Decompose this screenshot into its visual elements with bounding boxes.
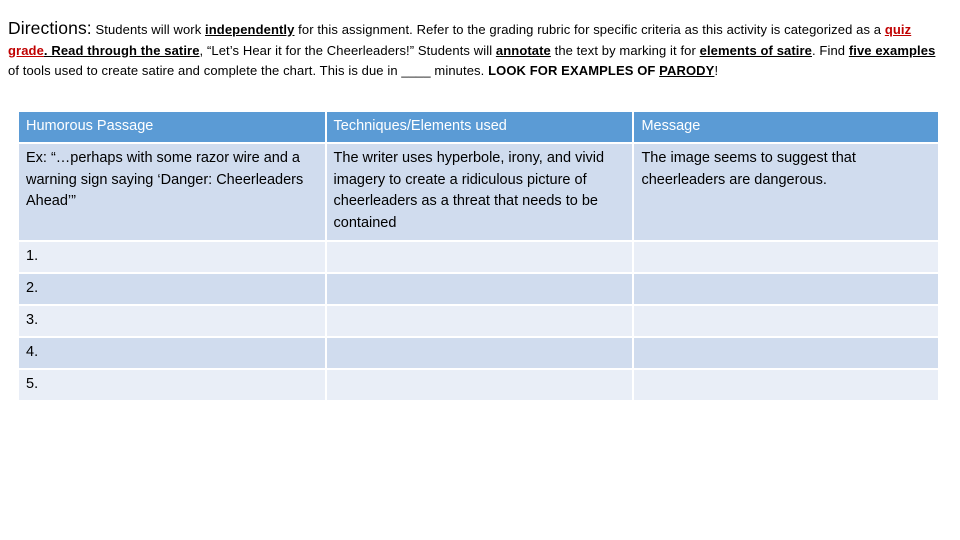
- row-techniques-cell[interactable]: [327, 370, 635, 402]
- table-row: [19, 370, 940, 402]
- example-message-cell: The image seems to suggest that cheerleaders are dangerous.: [634, 144, 940, 242]
- independently-text: independently: [205, 22, 295, 37]
- directions-text-2: for this assignment. Refer to the grading rubric for specific criteria as this activity is categorized as a: [294, 22, 885, 37]
- look-for-text: LOOK FOR EXAMPLES OF: [488, 63, 660, 78]
- elements-of-satire-text: elements of satire: [699, 42, 812, 58]
- satire-chart-table: [19, 112, 940, 402]
- directions-text-1: Students will work: [91, 22, 206, 37]
- directions-text-4: the text by marking it for: [550, 42, 700, 58]
- read-satire-text: . Read through the satire: [43, 42, 200, 58]
- minutes-blank: ____: [401, 63, 431, 78]
- parody-text: PARODY: [659, 63, 715, 78]
- directions-text-8: !: [714, 63, 719, 78]
- directions-text-6: of tools used to create satire and complete the chart. This is due in: [8, 63, 402, 78]
- row-number-cell: 3.: [19, 306, 327, 338]
- table-row: [19, 306, 940, 338]
- row-number-cell: 4.: [19, 338, 327, 370]
- header-humorous-passage: Humorous Passage: [19, 112, 327, 144]
- quiz-grade-text: quiz grade: [8, 22, 912, 58]
- row-message-cell[interactable]: [634, 242, 940, 274]
- example-row: [19, 144, 940, 242]
- example-techniques-cell: The writer uses hyperbole, irony, and vivid imagery to create a ridiculous picture of cheerleaders as a threat that needs to be contained: [327, 144, 635, 242]
- directions-text-7: minutes.: [430, 63, 489, 78]
- row-number-cell: 5.: [19, 370, 327, 402]
- five-examples-text: five examples: [848, 42, 936, 58]
- row-message-cell[interactable]: [634, 338, 940, 370]
- directions-label: Directions:: [8, 18, 92, 38]
- row-techniques-cell[interactable]: [327, 242, 635, 274]
- annotate-text: annotate: [495, 42, 551, 58]
- header-techniques: Techniques/Elements used: [327, 112, 635, 144]
- row-techniques-cell[interactable]: [327, 274, 635, 306]
- row-number-cell: 1.: [19, 242, 327, 274]
- table-header-row: [19, 112, 940, 144]
- example-passage-cell: Ex: “…perhaps with some razor wire and a warning sign saying ‘Danger: Cheerleaders Ahead’”: [19, 144, 327, 242]
- row-techniques-cell[interactable]: [327, 338, 635, 370]
- row-message-cell[interactable]: [634, 274, 940, 306]
- directions-paragraph: [8, 18, 948, 82]
- row-techniques-cell[interactable]: [327, 306, 635, 338]
- row-message-cell[interactable]: [634, 370, 940, 402]
- header-message: Message: [634, 112, 940, 144]
- table-row: [19, 338, 940, 370]
- directions-text-3: , “Let’s Hear it for the Cheerleaders!” Students will: [199, 42, 496, 58]
- row-message-cell[interactable]: [634, 306, 940, 338]
- table-row: [19, 242, 940, 274]
- row-number-cell: 2.: [19, 274, 327, 306]
- table-row: [19, 274, 940, 306]
- directions-text-5: . Find: [812, 42, 849, 58]
